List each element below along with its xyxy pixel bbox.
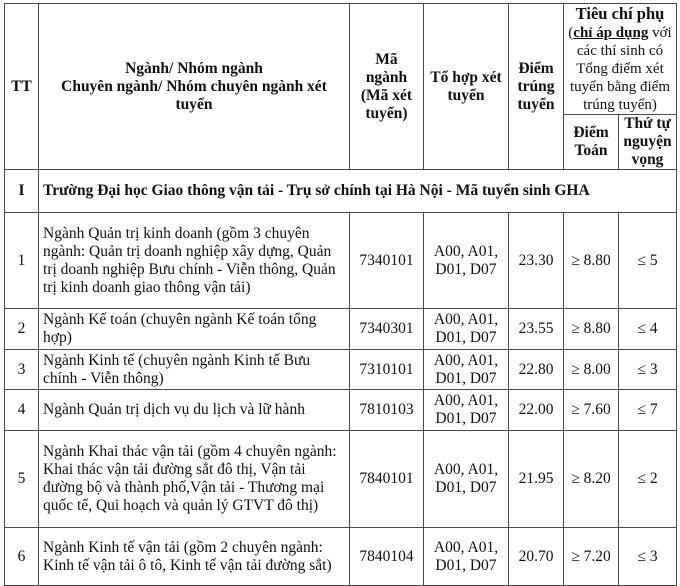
row-code: 7310101 (350, 350, 424, 390)
header-criteria-note (568, 24, 672, 114)
row-tt: 6 (5, 528, 39, 586)
row-code: 7340301 (350, 309, 424, 350)
note-rest: với các thí sinh có Tổng điểm xét tuyển bằng điểm trúng tuyển) (570, 25, 672, 113)
row-code: 7840104 (350, 528, 424, 586)
row-math: ≥ 7.20 (564, 528, 619, 586)
row-math: ≥ 8.80 (564, 213, 619, 309)
table-row (5, 528, 677, 586)
row-major: Ngành Kế toán (chuyên ngành Kế toán tổng hợp) (39, 309, 350, 350)
combo-line1: A00, A01, (433, 538, 499, 556)
row-combo (424, 390, 509, 431)
combo-line1: A00, A01, (433, 392, 499, 409)
combo-line1: A00, A01, (433, 461, 499, 478)
row-combo (424, 431, 509, 528)
section-row (5, 170, 677, 213)
row-combo (424, 309, 509, 350)
row-tt: 2 (5, 309, 39, 350)
row-major: Ngành Kinh tế vận tải (gồm 2 chuyên ngành: Kinh tế vận tải ô tô, Kinh tế vận tải đường sắt) (39, 528, 350, 586)
row-combo (424, 213, 509, 309)
section-tt: I (5, 170, 39, 213)
row-wish: ≤ 3 (619, 350, 677, 390)
row-wish: ≤ 2 (619, 431, 677, 528)
header-criteria-title: Tiêu chí phụ (575, 4, 665, 23)
row-score: 21.95 (509, 431, 564, 528)
table-row (5, 309, 677, 350)
row-math: ≥ 8.00 (564, 350, 619, 390)
row-major: Ngành Quản trị dịch vụ du lịch và lữ hành (39, 390, 350, 431)
combo-line2: D01, D07 (435, 260, 497, 278)
combo-line2: D01, D07 (435, 410, 497, 427)
header-major-line1: Ngành/ Nhóm ngành (125, 59, 263, 77)
header-code: Mã ngành (Mã xét tuyển) (350, 4, 424, 170)
header-criteria (564, 4, 677, 115)
row-major: Ngành Quản trị kinh doanh (gồm 3 chuyên ngành: Quản trị doanh nghiệp xây dựng, Quản trị doanh nghiệp Bưu chính - Viễn thông, Quản trị kinh doanh giao thông vận tải) (39, 213, 350, 309)
row-code: 7340101 (350, 213, 424, 309)
header-wish-order: Thứ tự nguyện vọng (619, 115, 677, 170)
combo-line2: D01, D07 (435, 479, 497, 496)
admission-score-table (4, 3, 677, 586)
row-wish: ≤ 7 (619, 390, 677, 431)
row-score: 22.00 (509, 390, 564, 431)
combo-line1: A00, A01, (433, 351, 499, 369)
row-tt: 1 (5, 213, 39, 309)
combo-line2: D01, D07 (435, 369, 497, 387)
row-major: Ngành Kinh tế (chuyên ngành Kinh tế Bưu chính - Viễn thông) (39, 350, 350, 390)
row-math: ≥ 8.20 (564, 431, 619, 528)
table-row (5, 431, 677, 528)
row-tt: 4 (5, 390, 39, 431)
combo-line2: D01, D07 (435, 329, 497, 346)
combo-line2: D01, D07 (435, 556, 497, 574)
row-score: 23.55 (509, 309, 564, 350)
row-tt: 5 (5, 431, 39, 528)
row-wish: ≤ 5 (619, 213, 677, 309)
note-emphasis: chỉ áp dụng (573, 25, 649, 41)
header-tt: TT (5, 4, 39, 170)
header-combo: Tổ hợp xét tuyển (424, 4, 509, 170)
header-major-line2: Chuyên ngành/ Nhóm chuyên ngành xét tuyển (61, 77, 327, 113)
header-score: Điểm trúng tuyển (509, 4, 564, 170)
row-math: ≥ 8.80 (564, 309, 619, 350)
combo-line1: A00, A01, (433, 311, 499, 328)
table-row (5, 350, 677, 390)
note-open: ( (568, 25, 574, 41)
row-score: 20.70 (509, 528, 564, 586)
table-row (5, 390, 677, 431)
section-title: Trường Đại học Giao thông vận tải - Trụ sở chính tại Hà Nội - Mã tuyển sinh GHA (39, 170, 677, 213)
row-wish: ≤ 3 (619, 528, 677, 586)
row-code: 7810103 (350, 390, 424, 431)
header-major (39, 4, 350, 170)
header-math-score: Điểm Toán (564, 115, 619, 170)
row-score: 22.80 (509, 350, 564, 390)
row-combo (424, 528, 509, 586)
row-math: ≥ 7.60 (564, 390, 619, 431)
row-score: 23.30 (509, 213, 564, 309)
row-tt: 3 (5, 350, 39, 390)
row-combo (424, 350, 509, 390)
row-major: Ngành Khai thác vận tải (gồm 4 chuyên ngành: Khai thác vận tải đường sắt đô thị, Vận tải đường bộ và thành phố,Vận tải - Thương mại quốc tế, Qui hoạch và quản lý GTVT đô thị) (39, 431, 350, 528)
row-code: 7840101 (350, 431, 424, 528)
table-row (5, 213, 677, 309)
header-row-1 (5, 4, 677, 115)
row-wish: ≤ 4 (619, 309, 677, 350)
combo-line1: A00, A01, (433, 242, 499, 260)
